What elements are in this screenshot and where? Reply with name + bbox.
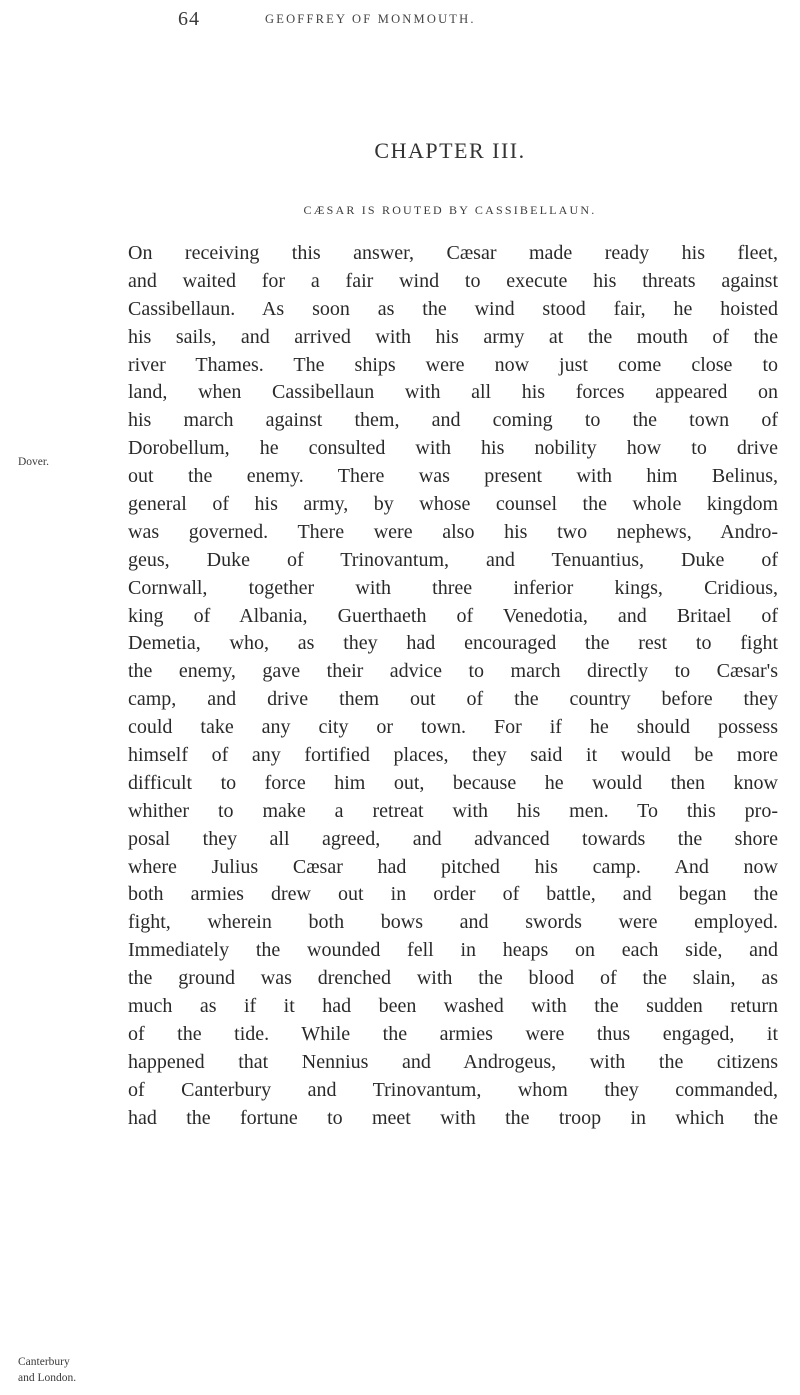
margin-note-canterbury-line1: Canterbury — [18, 1356, 70, 1368]
body-line: had the fortune to meet with the troop in which the — [128, 1106, 778, 1129]
body-line: Cornwall, together with three inferior kings, Cridious, — [128, 576, 778, 599]
body-line: the ground was drenched with the blood of the slain, as — [128, 967, 778, 990]
body-line: posal they all agreed, and advanced towards the shore — [128, 827, 778, 850]
body-line: fight, wherein both bows and swords were employed. — [128, 911, 778, 934]
body-line: of the tide. While the armies were thus engaged, it — [128, 1022, 778, 1045]
chapter-subtitle: CÆSAR IS ROUTED BY CASSIBELLAUN. — [303, 203, 597, 217]
body-line: Immediately the wounded fell in heaps on each side, and — [128, 939, 778, 962]
body-line: much as if it had been washed with the sudden return — [128, 995, 778, 1018]
body-line: general of his army, by whose counsel the whole kingdom — [128, 493, 778, 516]
body-line: geus, Duke of Trinovantum, and Tenuantius, Duke of — [128, 548, 778, 571]
body-line: Dorobellum, he consulted with his nobility how to drive — [128, 437, 778, 460]
chapter-title: CHAPTER III. — [374, 138, 526, 163]
body-line: himself of any fortified places, they said it would be more — [128, 744, 778, 767]
body-line: happened that Nennius and Androgeus, with the citizens — [128, 1050, 778, 1073]
body-line: river Thames. The ships were now just come close to — [128, 353, 778, 376]
body-line: king of Albania, Guerthaeth of Venedotia, and Britael of — [128, 604, 778, 627]
body-line: was governed. There were also his two nephews, Andro- — [128, 520, 778, 543]
body-line: his march against them, and coming to the town of — [128, 409, 778, 432]
body-line: Cassibellaun. As soon as the wind stood fair, he hoisted — [128, 297, 778, 320]
body-line: the enemy, gave their advice to march directly to Cæsar's — [128, 660, 778, 683]
body-line: land, when Cassibellaun with all his forces appeared on — [128, 381, 778, 404]
body-line: both armies drew out in order of battle, and began the — [128, 883, 778, 906]
margin-note-canterbury-line2: and London. — [18, 1372, 77, 1384]
body-line: Demetia, who, as they had encouraged the rest to fight — [128, 632, 778, 655]
running-head: GEOFFREY OF MONMOUTH. — [265, 12, 476, 26]
body-text — [128, 240, 778, 1133]
body-line: could take any city or town. For if he should possess — [128, 716, 778, 739]
margin-note-dover: Dover. — [18, 456, 49, 468]
page-number: 64 — [178, 8, 200, 30]
body-line: of Canterbury and Trinovantum, whom they commanded, — [128, 1078, 778, 1101]
body-line: difficult to force him out, because he would then know — [128, 771, 778, 794]
body-line: where Julius Cæsar had pitched his camp. And now — [128, 855, 778, 878]
body-line: his sails, and arrived with his army at the mouth of the — [128, 325, 778, 348]
body-line: out the enemy. There was present with him Belinus, — [128, 465, 778, 488]
body-line: and waited for a fair wind to execute his threats against — [128, 269, 778, 292]
body-line: camp, and drive them out of the country before they — [128, 688, 778, 711]
body-line: whither to make a retreat with his men. To this pro- — [128, 799, 778, 822]
margin-note-canterbury — [18, 1354, 76, 1386]
body-line: On receiving this answer, Cæsar made ready his fleet, — [128, 242, 778, 264]
